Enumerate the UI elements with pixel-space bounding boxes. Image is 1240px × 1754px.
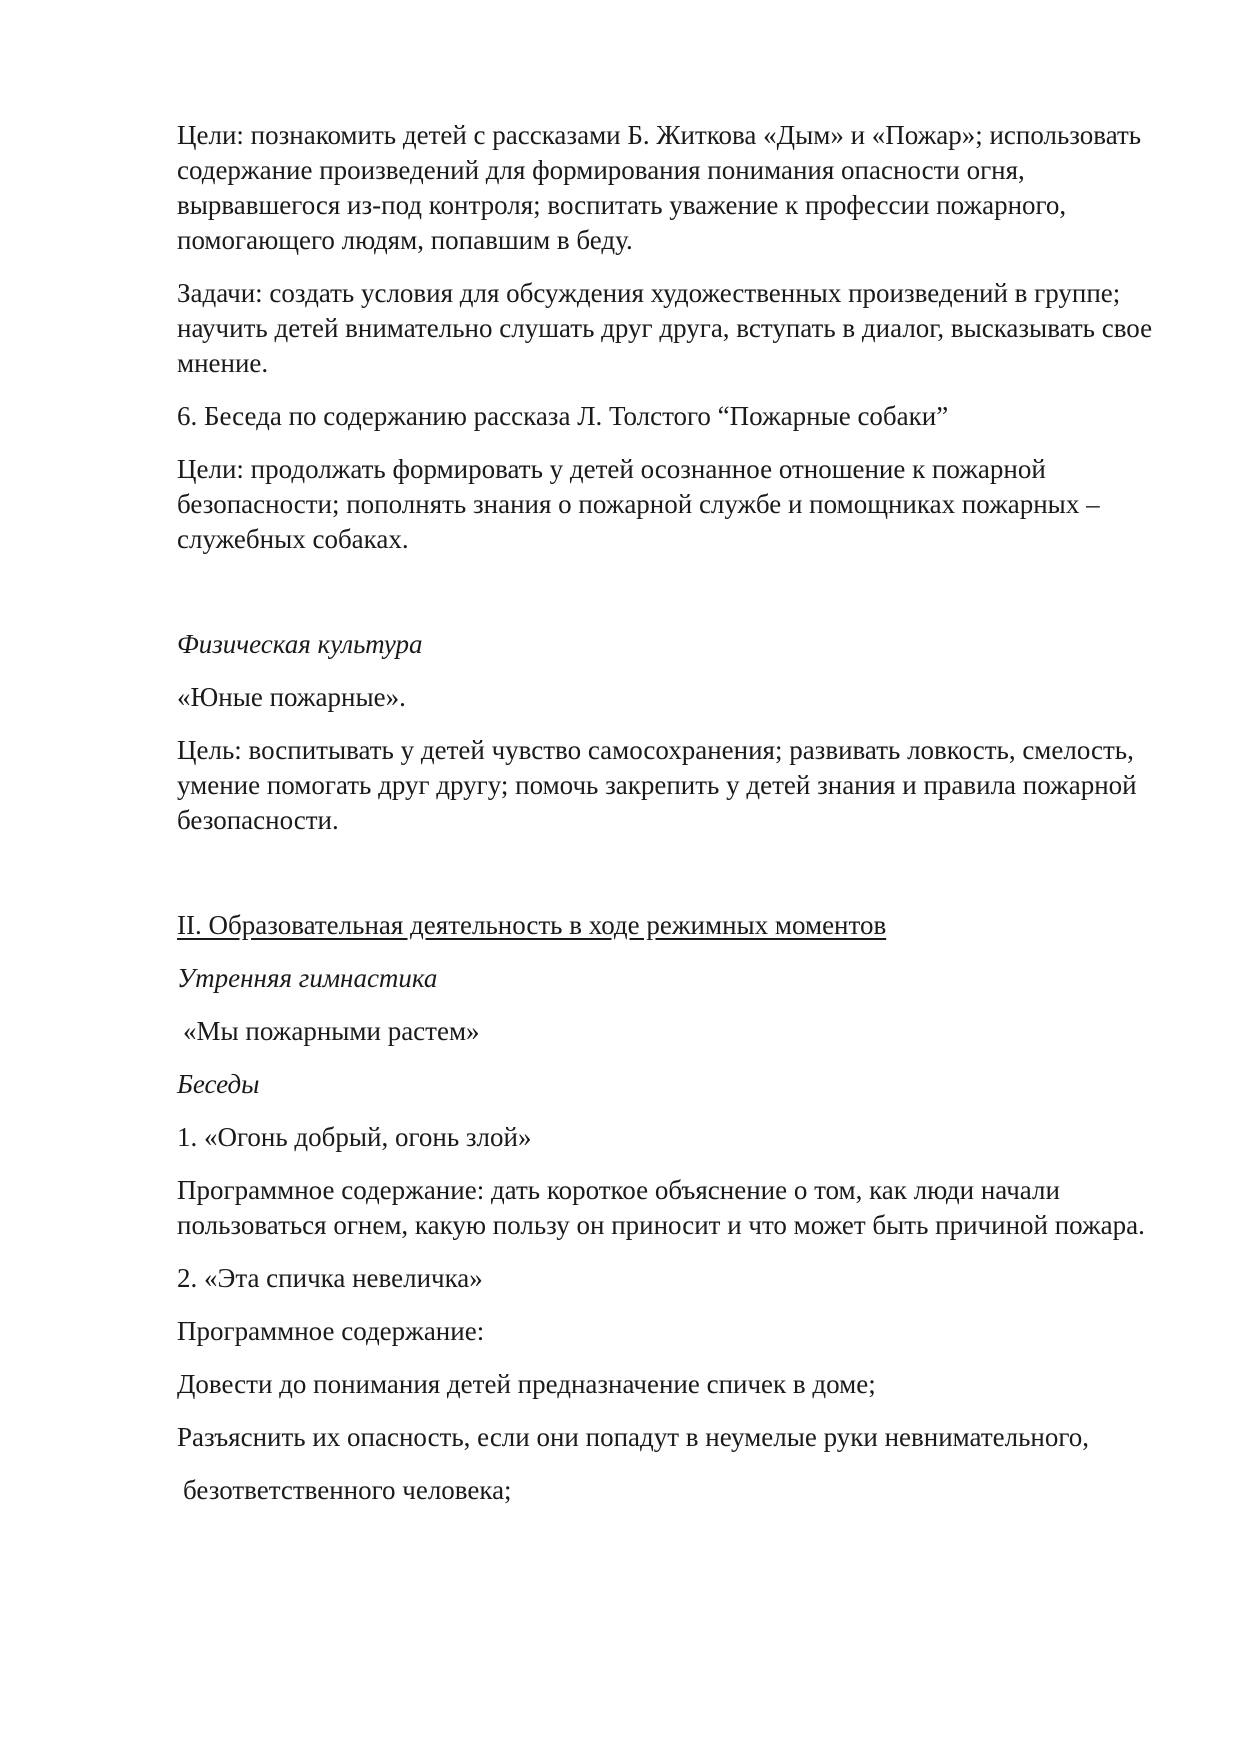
heading-talks: Беседы — [177, 1069, 260, 1099]
spacer — [177, 856, 1157, 908]
paragraph-goals-tolstoy: Цели: продолжать формировать у детей осознанное отношение к пожарной безопасности; пополнять знания о пожарной службе и помощниках пожарных – служебных собаках. — [177, 454, 1100, 554]
paragraph-goals-zhitkov: Цели: познакомить детей с рассказами Б. Житкова «Дым» и «Пожар»; использовать содержание произведений для формирования понимания опасности огня, вырвавшегося из-под контроля; воспитать уважение к профессии пожарного, помогающего людям, попавшим в беду. — [177, 120, 1142, 255]
paragraph-talk-1: 1. «Огонь добрый, огонь злой» — [177, 1122, 532, 1152]
paragraph-young-firefighters: «Юные пожарные». — [177, 682, 406, 712]
paragraph-tasks: Задачи: создать условия для обсуждения художественных произведений в группе; научить детей внимательно слушать друг друга, вступать в диалог, высказывать свое мнение. — [177, 278, 1153, 378]
spacer — [177, 575, 1157, 627]
paragraph-explain-danger: Разъяснить их опасность, если они попадут в неумелые руки невнимательного, — [177, 1422, 1090, 1452]
paragraph-program-2: Программное содержание: — [177, 1316, 485, 1346]
heading-morning-gymnastics: Утренняя гимнастика — [177, 963, 438, 993]
heading-section-2: II. Образовательная деятельность в ходе режимных моментов — [177, 910, 887, 940]
paragraph-we-grow: «Мы пожарными растем» — [183, 1016, 480, 1046]
paragraph-goal-physical: Цель: воспитывать у детей чувство самосохранения; развивать ловкость, смелость, умение помогать друг другу; помочь закрепить у детей знания и правила пожарной безопасности. — [177, 735, 1137, 835]
heading-physical-culture: Физическая культура — [177, 629, 423, 659]
paragraph-irresponsible: безответственного человека; — [183, 1475, 512, 1505]
document-body — [177, 118, 1157, 1526]
paragraph-program-1: Программное содержание: дать короткое объяснение о том, как люди начали пользоваться огнем, какую пользу он приносит и что может быть причиной пожара. — [177, 1175, 1145, 1240]
paragraph-bring-understanding: Довести до понимания детей предназначение спичек в доме; — [177, 1369, 876, 1399]
paragraph-talk-2: 2. «Эта спичка невеличка» — [177, 1263, 483, 1293]
paragraph-item-6: 6. Беседа по содержанию рассказа Л. Толстого “Пожарные собаки” — [177, 401, 949, 431]
